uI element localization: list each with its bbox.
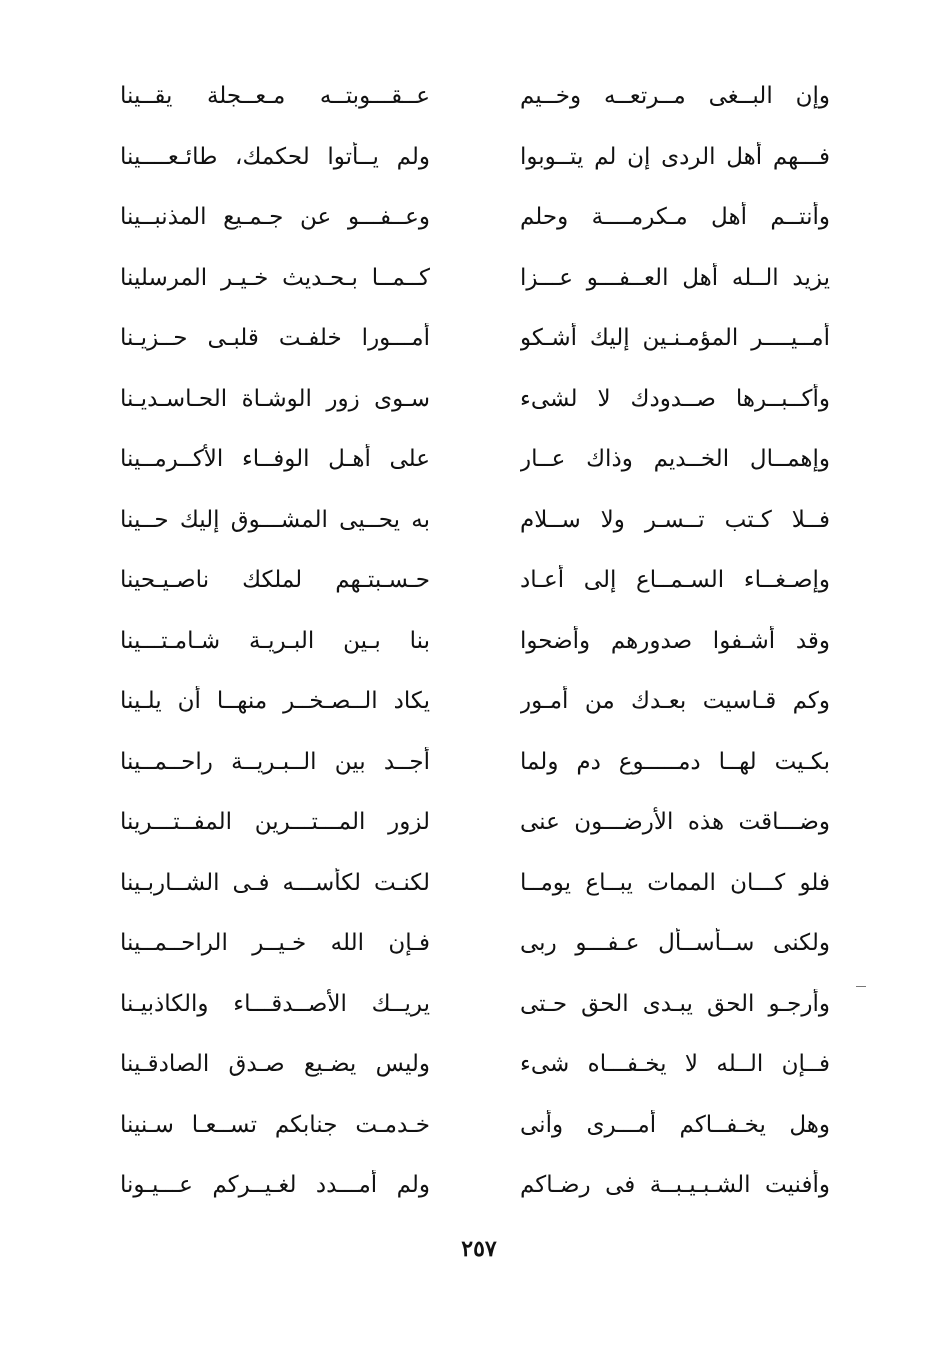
first-hemistich: فــلا كـتب تــسـر ولا ســلام: [520, 506, 830, 533]
second-hemistich: أجــد بين الــبـريــة راحــمــينا: [120, 748, 430, 775]
first-hemistich: وأكــبــرها صــدودك لا لشىء: [520, 385, 830, 412]
verse-line: [120, 732, 830, 793]
second-hemistich: به يحــيى المشـــوق إليك حــينا: [120, 506, 430, 533]
second-hemistich: فـإن الله خـيــر الراحــمــينا: [120, 930, 430, 957]
first-hemistich: وإصـغــاء السـمــاع إلى أعـاد: [520, 567, 830, 594]
second-hemistich: وعــفـــو عن جـمـيع المذنبــينا: [120, 204, 430, 231]
verse-line: [120, 550, 830, 611]
second-hemistich: كــمــا بـحـديث خـيـر المرسلينا: [120, 264, 430, 291]
second-hemistich: على أهـل الوفــاء الأكــرمــينا: [120, 446, 430, 473]
first-hemistich: وأنتــم أهل مـكرمــــة وحلم: [520, 204, 830, 231]
first-hemistich: وكم قـاسيت بعـدك من أمـور: [520, 688, 830, 715]
first-hemistich: أمــيــــر المؤمـنـين إليك أشـكو: [520, 325, 830, 352]
verse-line: [120, 66, 830, 127]
verse-line: [120, 490, 830, 551]
poem-body: [120, 66, 830, 1216]
first-hemistich: وإن البــغى مــرتعــه وخــيم: [520, 83, 830, 110]
first-hemistich: يزيد الــله أهل العــفـــو عـــزا: [520, 264, 830, 291]
verse-line: [120, 369, 830, 430]
first-hemistich: فــإن الــله لا يخـفـــاه شىء: [520, 1051, 830, 1078]
second-hemistich: حـسـبتـهم لملكك ناصـيـحينا: [120, 567, 430, 594]
second-hemistich: ولم يــأتوا لحكمك، طائـعــــينا: [120, 143, 430, 170]
verse-line: [120, 792, 830, 853]
first-hemistich: وإهمــال الخــديم وذاك عــار: [520, 446, 830, 473]
second-hemistich: سـوى زور الوشـاة الحـاسـديـنا: [120, 385, 430, 412]
first-hemistich: فـــهم أهل الردى إن لم يتــوبوا: [520, 143, 830, 170]
verse-line: [120, 308, 830, 369]
verse-line: [120, 611, 830, 672]
first-hemistich: وأرجـو الحق يبـدى الحق حـتى: [520, 990, 830, 1017]
second-hemistich: وليس يضـيع صـدق الصادقـينا: [120, 1051, 430, 1078]
second-hemistich: لكنـت لكأســـه فـى الشــاربـينا: [120, 869, 430, 896]
second-hemistich: ولم أمـــدد لغـيــركم عـــيـونا: [120, 1172, 430, 1199]
second-hemistich: عــقـــوبتــه مـعــجلة يقــينا: [120, 83, 430, 110]
second-hemistich: أمـــورا خلفـت قلبـى حــزيـنا: [120, 325, 430, 352]
first-hemistich: بكـيت لهــا دمـــــوع دم ولما: [520, 748, 830, 775]
first-hemistich: وأفنيت الشـبـيـبــة فى رضـاكم: [520, 1172, 830, 1199]
second-hemistich: بنا بـين البـريـة شـامـتـــينا: [120, 627, 430, 654]
page-number: ٢٥٧: [461, 1236, 497, 1262]
first-hemistich: وهل يخـفــاكم أمـــرى وأنى: [520, 1111, 830, 1138]
verse-line: [120, 974, 830, 1035]
verse-line: [120, 671, 830, 732]
verse-line: [120, 913, 830, 974]
second-hemistich: لزور المـــتـــرين المفــتـــرينا: [120, 809, 430, 836]
verse-line: [120, 1034, 830, 1095]
second-hemistich: يريــك الأصــدقـــاء والكاذبيـنا: [120, 990, 430, 1017]
first-hemistich: ولكنى ســأســأل عـفـــو ربى: [520, 930, 830, 957]
verse-line: [120, 1095, 830, 1156]
first-hemistich: وقد أشـفوا صدورهم وأضحوا: [520, 627, 830, 654]
verse-line: [120, 1155, 830, 1216]
scan-speck: [856, 986, 866, 987]
verse-line: [120, 853, 830, 914]
second-hemistich: خـدمـت جنابكم تســعـا سـنينا: [120, 1111, 430, 1138]
first-hemistich: فلو كـــان الممات يبــاع يومــا: [520, 869, 830, 896]
second-hemistich: يكاد الــصـخــر منهــا أن يلـينا: [120, 688, 430, 715]
verse-line: [120, 248, 830, 309]
verse-line: [120, 127, 830, 188]
verse-line: [120, 187, 830, 248]
verse-line: [120, 429, 830, 490]
first-hemistich: وضـــاقت هذه الأرضـــون عنى: [520, 809, 830, 836]
